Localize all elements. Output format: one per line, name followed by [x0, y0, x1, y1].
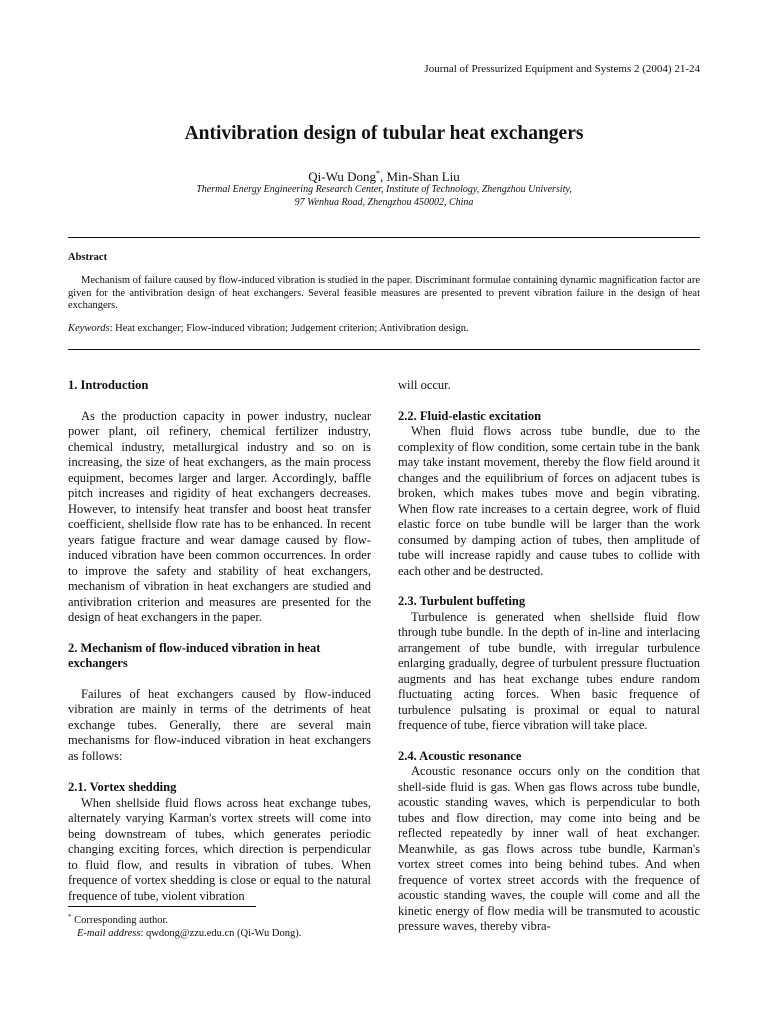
paragraph: When fluid flows across tube bundle, due to the complexity of flow condition, some certain tube in the bank may take instant movement, thereby the flow field around it changes and the equilibrium of forces on adjacent tubes is broken, which makes tubes move and begin vibrating. When flow rate increases to a certain degree, work of fluid elastic force on tube bundle will be larger than the work consumed by damping action of tubes, then amplitude of tube will increase rapidly and cause tubes to collide with each other and be destructed.	[398, 424, 700, 578]
abstract-heading: Abstract	[68, 252, 108, 263]
email-separator: :	[140, 928, 147, 939]
email-label: E-mail address	[77, 928, 141, 939]
keywords	[68, 322, 700, 335]
keywords-text: Heat exchanger; Flow-induced vibration; Judgement criterion; Antivibration design.	[115, 323, 469, 334]
footnote	[68, 911, 371, 940]
paragraph: As the production capacity in power industry, nuclear power plant, oil refinery, chemical fertilizer industry, chemical industry, metallurgical industry and so on is increasing, the size of heat exchangers, as the main process equipment, becomes larger and larger. Accordingly, baffle pitch increases and rigidity of heat exchangers decreases. However, to intensify heat transfer and boost heat transfer coefficient, shellside flow rate has to be enhanced. In recent years fatigue fracture and wear damage caused by flow-induced vibration have been common occurrences. In order to improve the safety and stability of heat exchangers, mechanism of vibration in heat exchangers are studied and antivibration criterion and measures are presented for the design of heat exchangers in the paper.	[68, 408, 371, 624]
paper-title: Antivibration design of tubular heat exchangers	[184, 123, 584, 144]
affiliation-line: 97 Wenhua Road, Zhengzhou 450002, China	[294, 197, 474, 208]
email-address: qwdong@zzu.edu.cn (Qi-Wu Dong).	[146, 928, 302, 939]
footnote-divider	[68, 906, 256, 907]
author-line	[0, 165, 768, 185]
footnote-email	[68, 927, 371, 940]
subsection-heading: 2.3. Turbulent buffeting	[398, 594, 526, 608]
paragraph: Turbulence is generated when shellside fluid flow through tube bundle. In the depth of in-line and interlacing arrangement of tube bundle, with irregular turbulence enlarging gradually, degree of turbulent pressure fluctuation augments and has heat exchange tubes endure random fluctuating acting forces. When basic frequence of turbulence pulsating is proximal or equal to natural frequence of tube, fierce vibration will take place.	[398, 609, 700, 732]
footnote-corresponding	[68, 911, 371, 927]
abstract-body: Mechanism of failure caused by flow-induced vibration is studied in the paper. Discriminant formulae containing dynamic magnification factor are given for the antivibration design of heat exchangers. Several feasible measures are presented to prevent vibration failure in the design of heat exchangers.	[68, 275, 700, 311]
paragraph: Acoustic resonance occurs only on the condition that shell-side fluid is gas. When gas flows across tube bundle, acoustic standing waves, which is perpendicular to both tubes and flow direction, may come into being and be reflected repeatedly by inner wall of heat exchanger. Meanwhile, as gas flows across tube bundle, Karman's vortex street comes into being behind tubes. And when frequence of vortex street accords with the frequence of acoustic standing waves, the couple will come and all the kinetic energy of flow media will be transmuted to acoustic pressure waves, thereby vibra-	[398, 764, 700, 933]
corresponding-author-mark: *	[375, 169, 380, 178]
keywords-label: Keywords	[68, 323, 110, 334]
footnote-mark: *	[68, 913, 72, 921]
right-column	[398, 378, 700, 935]
author-name: Qi-Wu Dong	[308, 169, 376, 184]
subsection-heading: 2.2. Fluid-elastic excitation	[398, 408, 542, 423]
left-column	[68, 378, 371, 904]
author-name: Min-Shan Liu	[386, 169, 460, 184]
divider	[68, 237, 700, 238]
divider	[68, 349, 700, 350]
affiliation	[0, 183, 768, 209]
keywords-separator: :	[109, 323, 116, 334]
journal-citation: Journal of Pressurized Equipment and Systems 2 (2004) 21-24	[424, 63, 700, 75]
subsection-heading: 2.4. Acoustic resonance	[398, 748, 522, 763]
affiliation-line: Thermal Energy Engineering Research Center, Institute of Technology, Zhengzhou University,	[196, 184, 572, 195]
subsection-heading: 2.1. Vortex shedding	[68, 780, 177, 794]
paragraph: Failures of heat exchangers caused by flow-induced vibration are mainly in terms of the detriments of heat exchange tubes. Generally, there are several main mechanisms for flow-induced vibration in heat exchangers as follows:	[68, 686, 371, 763]
section-heading: 2. Mechanism of flow-induced vibration in heat exchangers	[68, 640, 321, 670]
paragraph: When shellside fluid flows across heat exchange tubes, alternately varying Karman's vortex streets will come into being downstream of tubes, which generates periodic changing exciting forces, which direction is perpendicular to fluid flow, and results in vibration of tubes. When frequence of vortex shedding is close or equal to the natural frequence of tube, violent vibration	[68, 795, 371, 903]
section-heading: 1. Introduction	[68, 378, 149, 392]
paragraph-continuation: will occur.	[398, 378, 451, 392]
footnote-text: Corresponding author.	[71, 915, 169, 926]
author-separator: ,	[379, 169, 387, 184]
